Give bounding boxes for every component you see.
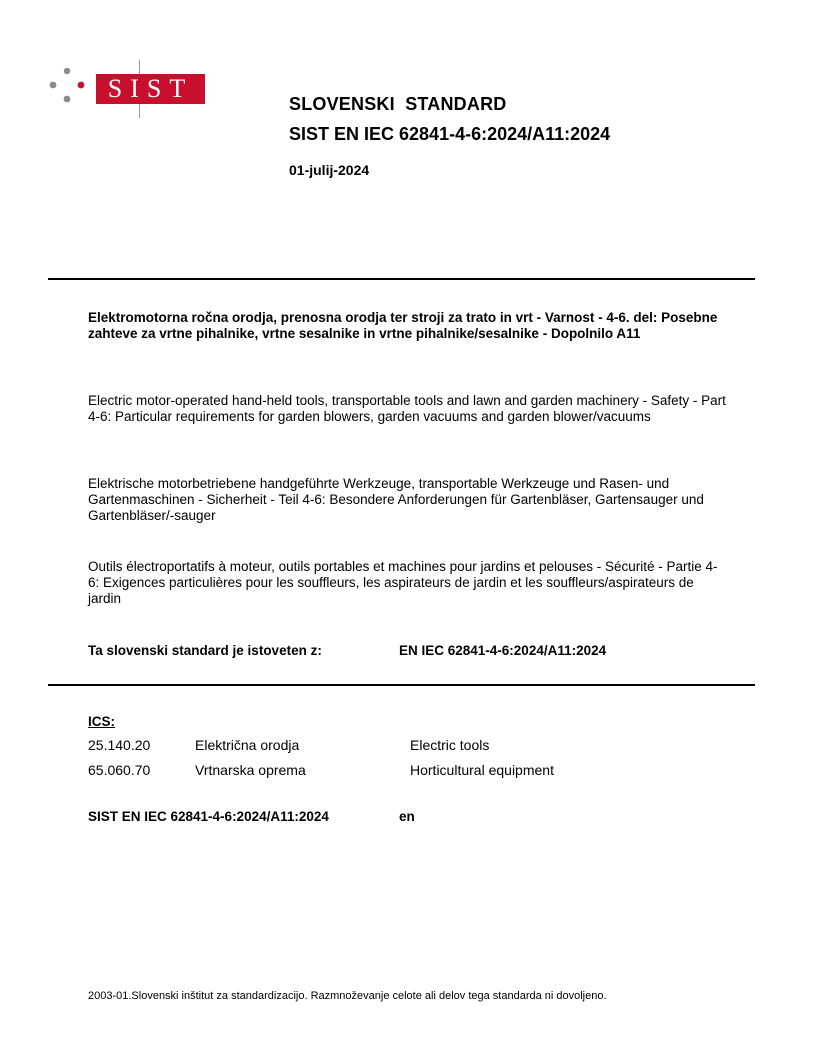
title-french: Outils électroportatifs à moteur, outils portables et machines pour jardins et pelouses - Sécurité - Partie 4-6: Exigences particulières pour les souffleurs, les aspirateurs de jardin et les souffleurs/aspirateurs de jardin xyxy=(88,559,718,606)
ics-label: ICS: xyxy=(88,714,115,729)
ics-desc-en: Electric tools xyxy=(410,737,490,753)
title-english: Electric motor-operated hand-held tools, transportable tools and lawn and garden machinery - Safety - Part 4-6: Particular requirements for garden blowers, garden vacuums and garden blower/vacuums xyxy=(88,393,726,424)
standard-type: SLOVENSKI STANDARD xyxy=(289,94,507,114)
title-german: Elektrische motorbetriebene handgeführte Werkzeuge, transportable Werkzeuge und Rasen- und Gartenmaschinen - Sicherheit - Teil 4-6: Besondere Anforderungen für Gartenbläser, Gartensauger und Gartenbläser/-sauger xyxy=(88,476,704,523)
ics-code: 65.060.70 xyxy=(88,762,151,778)
divider-bottom xyxy=(48,684,755,686)
reference-code: SIST EN IEC 62841-4-6:2024/A11:2024 xyxy=(88,809,329,824)
ics-code: 25.140.20 xyxy=(88,737,151,753)
ics-row xyxy=(88,762,688,780)
ics-desc-sl: Vrtnarska oprema xyxy=(195,762,306,778)
publication-date: 01-julij-2024 xyxy=(289,162,370,178)
identical-label: Ta slovenski standard je istoveten z: xyxy=(88,643,322,658)
title-slovenian: Elektromotorna ročna orodja, prenosna orodja ter stroji za trato in vrt - Varnost - 4-6. del: Posebne zahteve za vrtne pihalnike, vrtne sesalnike in vrtne pihalnike/sesalnike - Dopolnilo A11 xyxy=(88,310,718,341)
ics-row xyxy=(88,737,688,755)
ics-desc-sl: Električna orodja xyxy=(195,737,300,753)
ics-desc-en: Horticultural equipment xyxy=(410,762,554,778)
sist-logo: SIST xyxy=(96,74,205,104)
logo-dots-icon xyxy=(48,68,88,108)
copyright-footer: 2003-01.Slovenski inštitut za standardizacijo. Razmnoževanje celote ali delov tega standarda ni dovoljeno. xyxy=(88,990,607,1002)
reference-language: en xyxy=(399,809,415,824)
divider-top xyxy=(48,278,755,280)
standard-code: SIST EN IEC 62841-4-6:2024/A11:2024 xyxy=(289,124,611,144)
identical-value: EN IEC 62841-4-6:2024/A11:2024 xyxy=(399,643,607,658)
